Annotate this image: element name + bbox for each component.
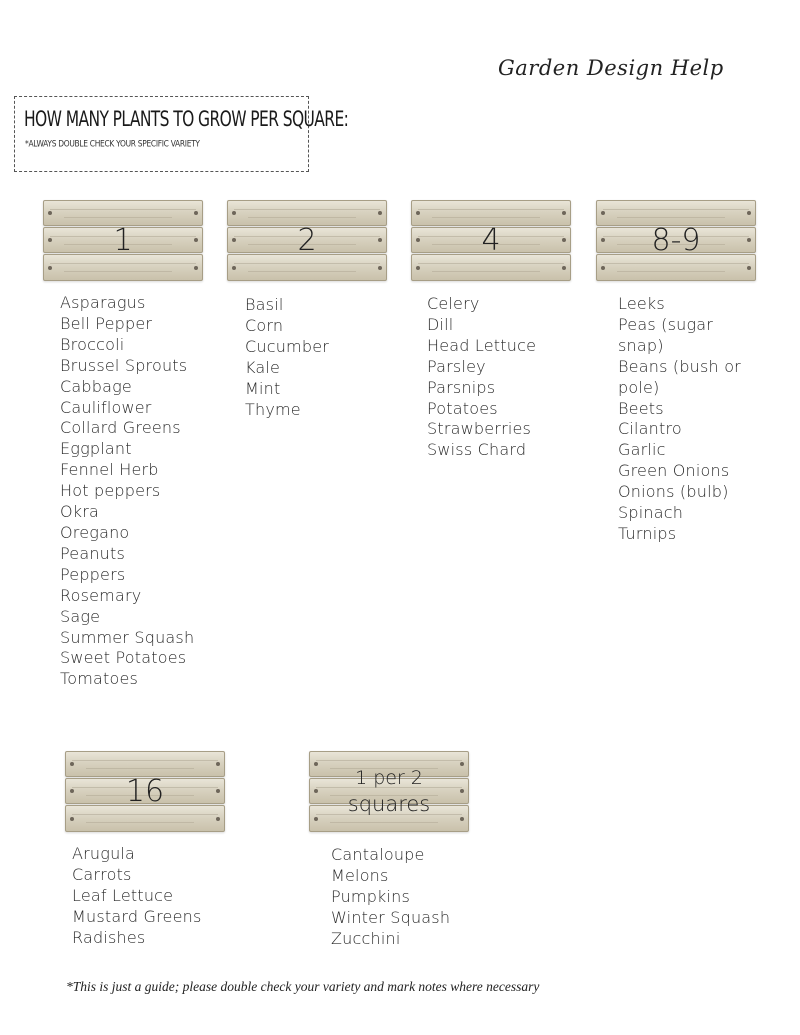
- list-item: Mustard Greens: [72, 906, 202, 926]
- list-item: Garlic: [618, 440, 666, 460]
- sign-label: [309, 751, 469, 833]
- list-item: Sage: [60, 606, 101, 626]
- list-item: Bell Pepper: [60, 313, 153, 333]
- list-item: Beans (bush or pole): [618, 356, 741, 397]
- sign-8-9: [596, 200, 756, 282]
- list-item: Winter Squash: [331, 907, 451, 927]
- list-item: Cabbage: [60, 376, 132, 396]
- list-item: Beets: [618, 398, 664, 418]
- title-box: [14, 96, 349, 172]
- list-item: Leeks: [618, 294, 665, 313]
- list-item: Broccoli: [60, 334, 125, 354]
- list-item: Peas (sugar snap): [618, 314, 714, 355]
- plant-list-16: [72, 844, 202, 949]
- sign-2: [227, 200, 387, 282]
- list-item: Pumpkins: [331, 886, 411, 906]
- plant-list-1-per-2: [331, 845, 450, 950]
- list-item: Swiss Chard: [427, 440, 527, 460]
- list-item: Celery: [427, 294, 480, 313]
- list-item: Hot peppers: [60, 481, 161, 501]
- list-item: Peppers: [60, 564, 126, 584]
- list-item: Asparagus: [60, 293, 146, 312]
- list-item: Melons: [331, 865, 389, 885]
- sign-label: 1: [113, 223, 133, 258]
- sign-1-per-2-squares: [309, 751, 469, 833]
- list-item: Green Onions: [618, 461, 730, 481]
- sign-16: [65, 751, 225, 833]
- sign-label: 4: [481, 223, 501, 258]
- list-item: Okra: [60, 502, 100, 522]
- list-item: Parsley: [427, 356, 486, 376]
- list-item: Arugula: [72, 844, 136, 863]
- list-item: Corn: [245, 315, 284, 335]
- list-item: Peanuts: [60, 543, 126, 563]
- list-item: Sweet Potatoes: [60, 648, 187, 668]
- list-item: Oregano: [60, 522, 130, 542]
- list-item: Onions (bulb): [618, 482, 729, 502]
- list-item: Rosemary: [60, 585, 142, 605]
- sign-label: 16: [125, 774, 165, 809]
- list-item: Radishes: [72, 927, 146, 947]
- list-item: Cucumber: [245, 336, 330, 356]
- list-item: Potatoes: [427, 398, 498, 418]
- list-item: Eggplant: [60, 439, 132, 459]
- list-item: Cilantro: [618, 419, 682, 439]
- list-item: Brussel Sprouts: [60, 355, 188, 375]
- list-item: Fennel Herb: [60, 460, 159, 480]
- list-item: Parsnips: [427, 377, 496, 397]
- list-item: Collard Greens: [60, 418, 181, 438]
- sign-1: [43, 200, 203, 282]
- list-item: Carrots: [72, 864, 132, 884]
- list-item: Spinach: [618, 503, 684, 523]
- list-item: Cauliflower: [60, 397, 152, 417]
- list-item: Basil: [245, 295, 284, 314]
- footer-note: *This is just a guide; please double check your variety and mark notes where necessary: [66, 979, 540, 994]
- sign-label-line-2: squares: [347, 791, 431, 816]
- list-item: Cantaloupe: [331, 845, 425, 864]
- page-title: HOW MANY PLANTS TO GROW PER SQUARE:: [24, 107, 349, 132]
- list-item: Kale: [245, 357, 281, 377]
- sign-4: [411, 200, 571, 282]
- list-item: Head Lettuce: [427, 335, 537, 355]
- brand-logo-text: Garden Design Help: [498, 56, 724, 80]
- list-item: Tomatoes: [60, 669, 139, 689]
- plant-list-1: [60, 293, 194, 690]
- list-item: Turnips: [618, 523, 677, 543]
- list-item: Mint: [245, 378, 281, 398]
- plant-list-4: [427, 294, 536, 461]
- list-item: Summer Squash: [60, 627, 195, 647]
- variety-note: *ALWAYS DOUBLE CHECK YOUR SPECIFIC VARIETY: [25, 138, 200, 149]
- plant-list-8-9: [618, 294, 748, 545]
- sign-label: 2: [297, 223, 317, 258]
- list-item: Leaf Lettuce: [72, 885, 174, 905]
- plant-list-2: [245, 295, 329, 420]
- list-item: Dill: [427, 314, 454, 334]
- list-item: Thyme: [245, 399, 301, 419]
- sign-label: 8-9: [651, 223, 701, 258]
- list-item: Zucchini: [331, 928, 401, 948]
- sign-label-line-1: 1 per 2: [355, 767, 423, 789]
- list-item: Strawberries: [427, 419, 532, 439]
